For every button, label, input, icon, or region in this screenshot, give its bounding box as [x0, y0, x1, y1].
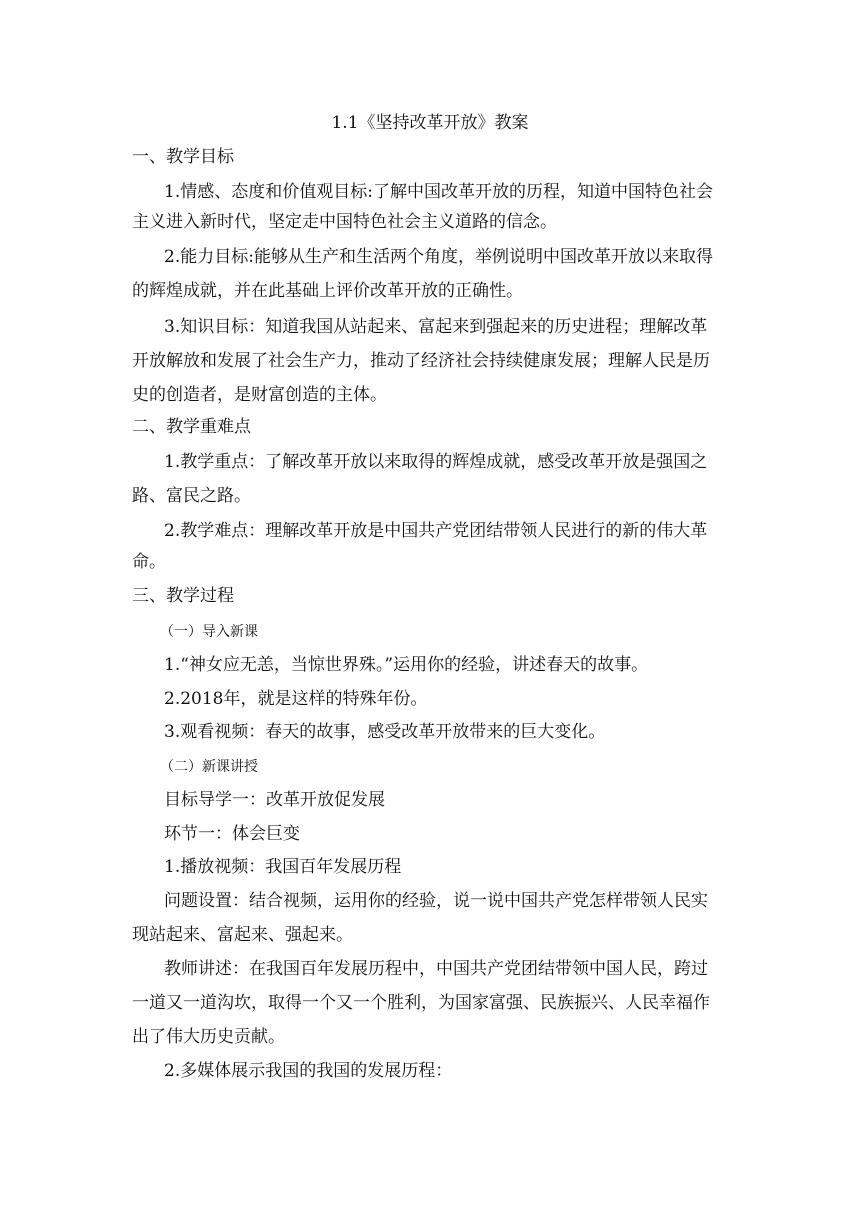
paragraph-line: 2.能力目标:能够从生产和生活两个角度，举例说明中国改革开放以来取得 [164, 247, 713, 267]
paragraph-line: 1.播放视频：我国百年发展历程 [164, 857, 402, 877]
section-heading: 二、教学重难点 [132, 417, 251, 437]
paragraph-line: 教师讲述：在我国百年发展历程中，中国共产党团结带领中国人民，跨过 [164, 959, 708, 979]
paragraph-line: 1.教学重点：了解改革开放以来取得的辉煌成就，感受改革开放是强国之 [164, 452, 708, 472]
paragraph-line: 2.2018年，就是这样的特殊年份。 [164, 689, 428, 709]
section-heading: 一、教学目标 [132, 147, 234, 167]
paragraph-line: 1.情感、态度和价值观目标:了解中国改革开放的历程，知道中国特色社会 [164, 182, 713, 202]
paragraph-line: 的辉煌成就，并在此基础上评价改革开放的正确性。 [132, 281, 523, 301]
paragraph-line: 3.知识目标：知道我国从站起来、富起来到强起来的历史进程；理解改革 [164, 317, 708, 337]
paragraph-line: 一道又一道沟坎，取得一个又一个胜利，为国家富强、民族振兴、人民幸福作 [132, 993, 710, 1013]
paragraph-line: 2.教学难点：理解改革开放是中国共产党团结带领人民进行的新的伟大革 [164, 521, 708, 541]
subsection-heading: （一）导入新课 [160, 624, 258, 640]
paragraph-line: 3.观看视频：春天的故事，感受改革开放带来的巨大变化。 [164, 722, 606, 742]
paragraph-line: 出了伟大历史贡献。 [132, 1027, 285, 1047]
paragraph-line: 1.“神女应无恙，当惊世界殊。”运用你的经验，讲述春天的故事。 [164, 655, 649, 675]
paragraph-line: 目标导学一：改革开放促发展 [164, 790, 385, 810]
subsection-heading: （二）新课讲授 [160, 759, 258, 775]
document-title: 1.1《坚持改革开放》教案 [331, 113, 529, 133]
paragraph-line: 现站起来、富起来、强起来。 [132, 925, 353, 945]
paragraph-line: 开放解放和发展了社会生产力，推动了经济社会持续健康发展；理解人民是历 [132, 351, 710, 371]
paragraph-line: 史的创造者，是财富创造的主体。 [132, 385, 387, 405]
section-heading: 三、教学过程 [132, 586, 234, 606]
paragraph-line: 问题设置：结合视频，运用你的经验，说一说中国共产党怎样带领人民实 [164, 891, 708, 911]
paragraph-line: 路、富民之路。 [132, 486, 251, 506]
paragraph-line: 命。 [132, 552, 166, 572]
paragraph-line: 2.多媒体展示我国的我国的发展历程： [164, 1061, 453, 1081]
paragraph-line: 主义进入新时代，坚定走中国特色社会主义道路的信念。 [132, 212, 557, 232]
paragraph-line: 环节一：体会巨变 [164, 824, 300, 844]
